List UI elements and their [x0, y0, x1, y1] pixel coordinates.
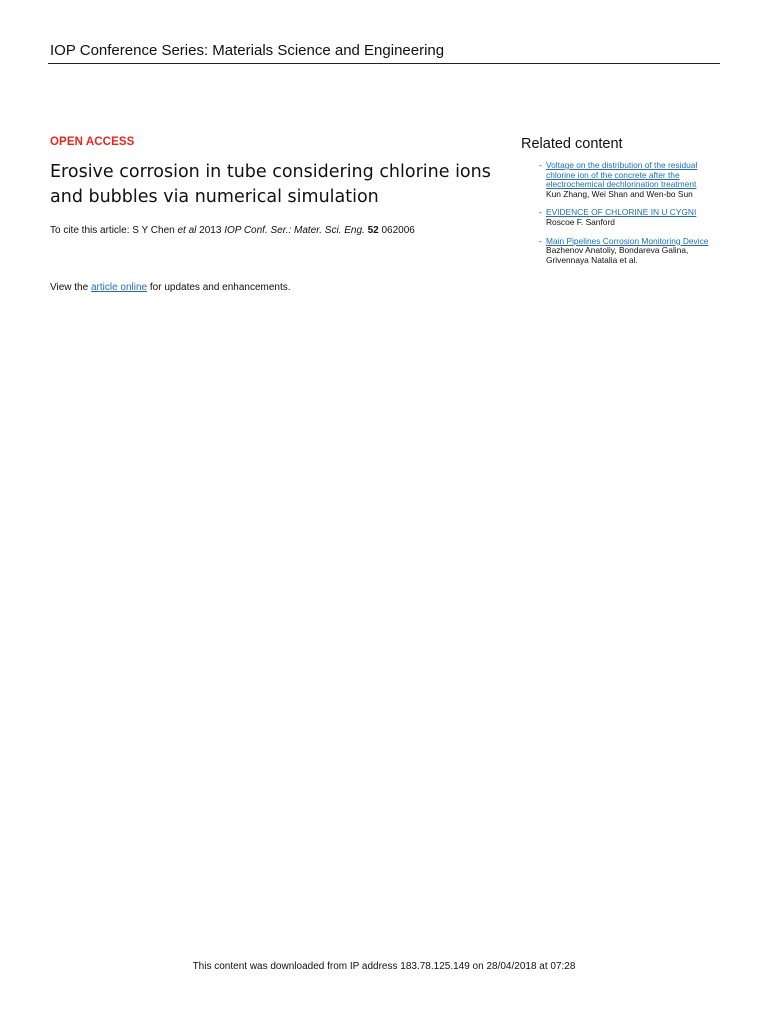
citation [50, 225, 415, 236]
list-dash: - [539, 235, 542, 246]
view-online [50, 282, 291, 293]
related-item-authors: Bazhenov Anatoliy, Bondareva Galina, Grivennaya Natalia et al. [546, 245, 689, 265]
related-item [521, 237, 721, 266]
citation-article-number: 062006 [378, 225, 415, 236]
related-heading: Related content [521, 136, 623, 152]
article-online-link[interactable]: article online [90, 282, 148, 293]
list-dash: - [539, 207, 542, 218]
related-item-link[interactable]: Voltage on the distribution of the residual chlorine ion of the concrete after the electrochemical dechlorination treatment [546, 160, 698, 190]
related-content [521, 136, 721, 274]
citation-etal: et al [177, 225, 197, 236]
header-rule [48, 63, 720, 64]
citation-volume: 52 [367, 225, 379, 236]
related-item-authors: Roscoe F. Sanford [546, 216, 615, 227]
view-prefix: View the [50, 282, 91, 293]
related-item [521, 208, 721, 227]
article-title: Erosive corrosion in tube considering chlorine ions and bubbles via numerical simulation [50, 162, 491, 207]
view-suffix: for updates and enhancements. [147, 282, 291, 293]
citation-prefix: To cite this article: S Y Chen [50, 225, 178, 236]
open-access-label: OPEN ACCESS [50, 136, 135, 148]
download-footer: This content was downloaded from IP address 183.78.125.149 on 28/04/2018 at 07:28 [192, 961, 576, 972]
citation-year: 2013 [196, 225, 225, 236]
related-item-authors: Kun Zhang, Wei Shan and Wen-bo Sun [546, 188, 693, 199]
journal-header: IOP Conference Series: Materials Science and Engineering [50, 42, 445, 59]
citation-journal: IOP Conf. Ser.: Mater. Sci. Eng. [224, 225, 365, 236]
related-item-link[interactable]: EVIDENCE OF CHLORINE IN U CYGNI [546, 207, 697, 218]
related-item-link[interactable]: Main Pipelines Corrosion Monitoring Device [546, 235, 709, 246]
related-item [521, 161, 721, 199]
list-dash: - [539, 160, 542, 170]
